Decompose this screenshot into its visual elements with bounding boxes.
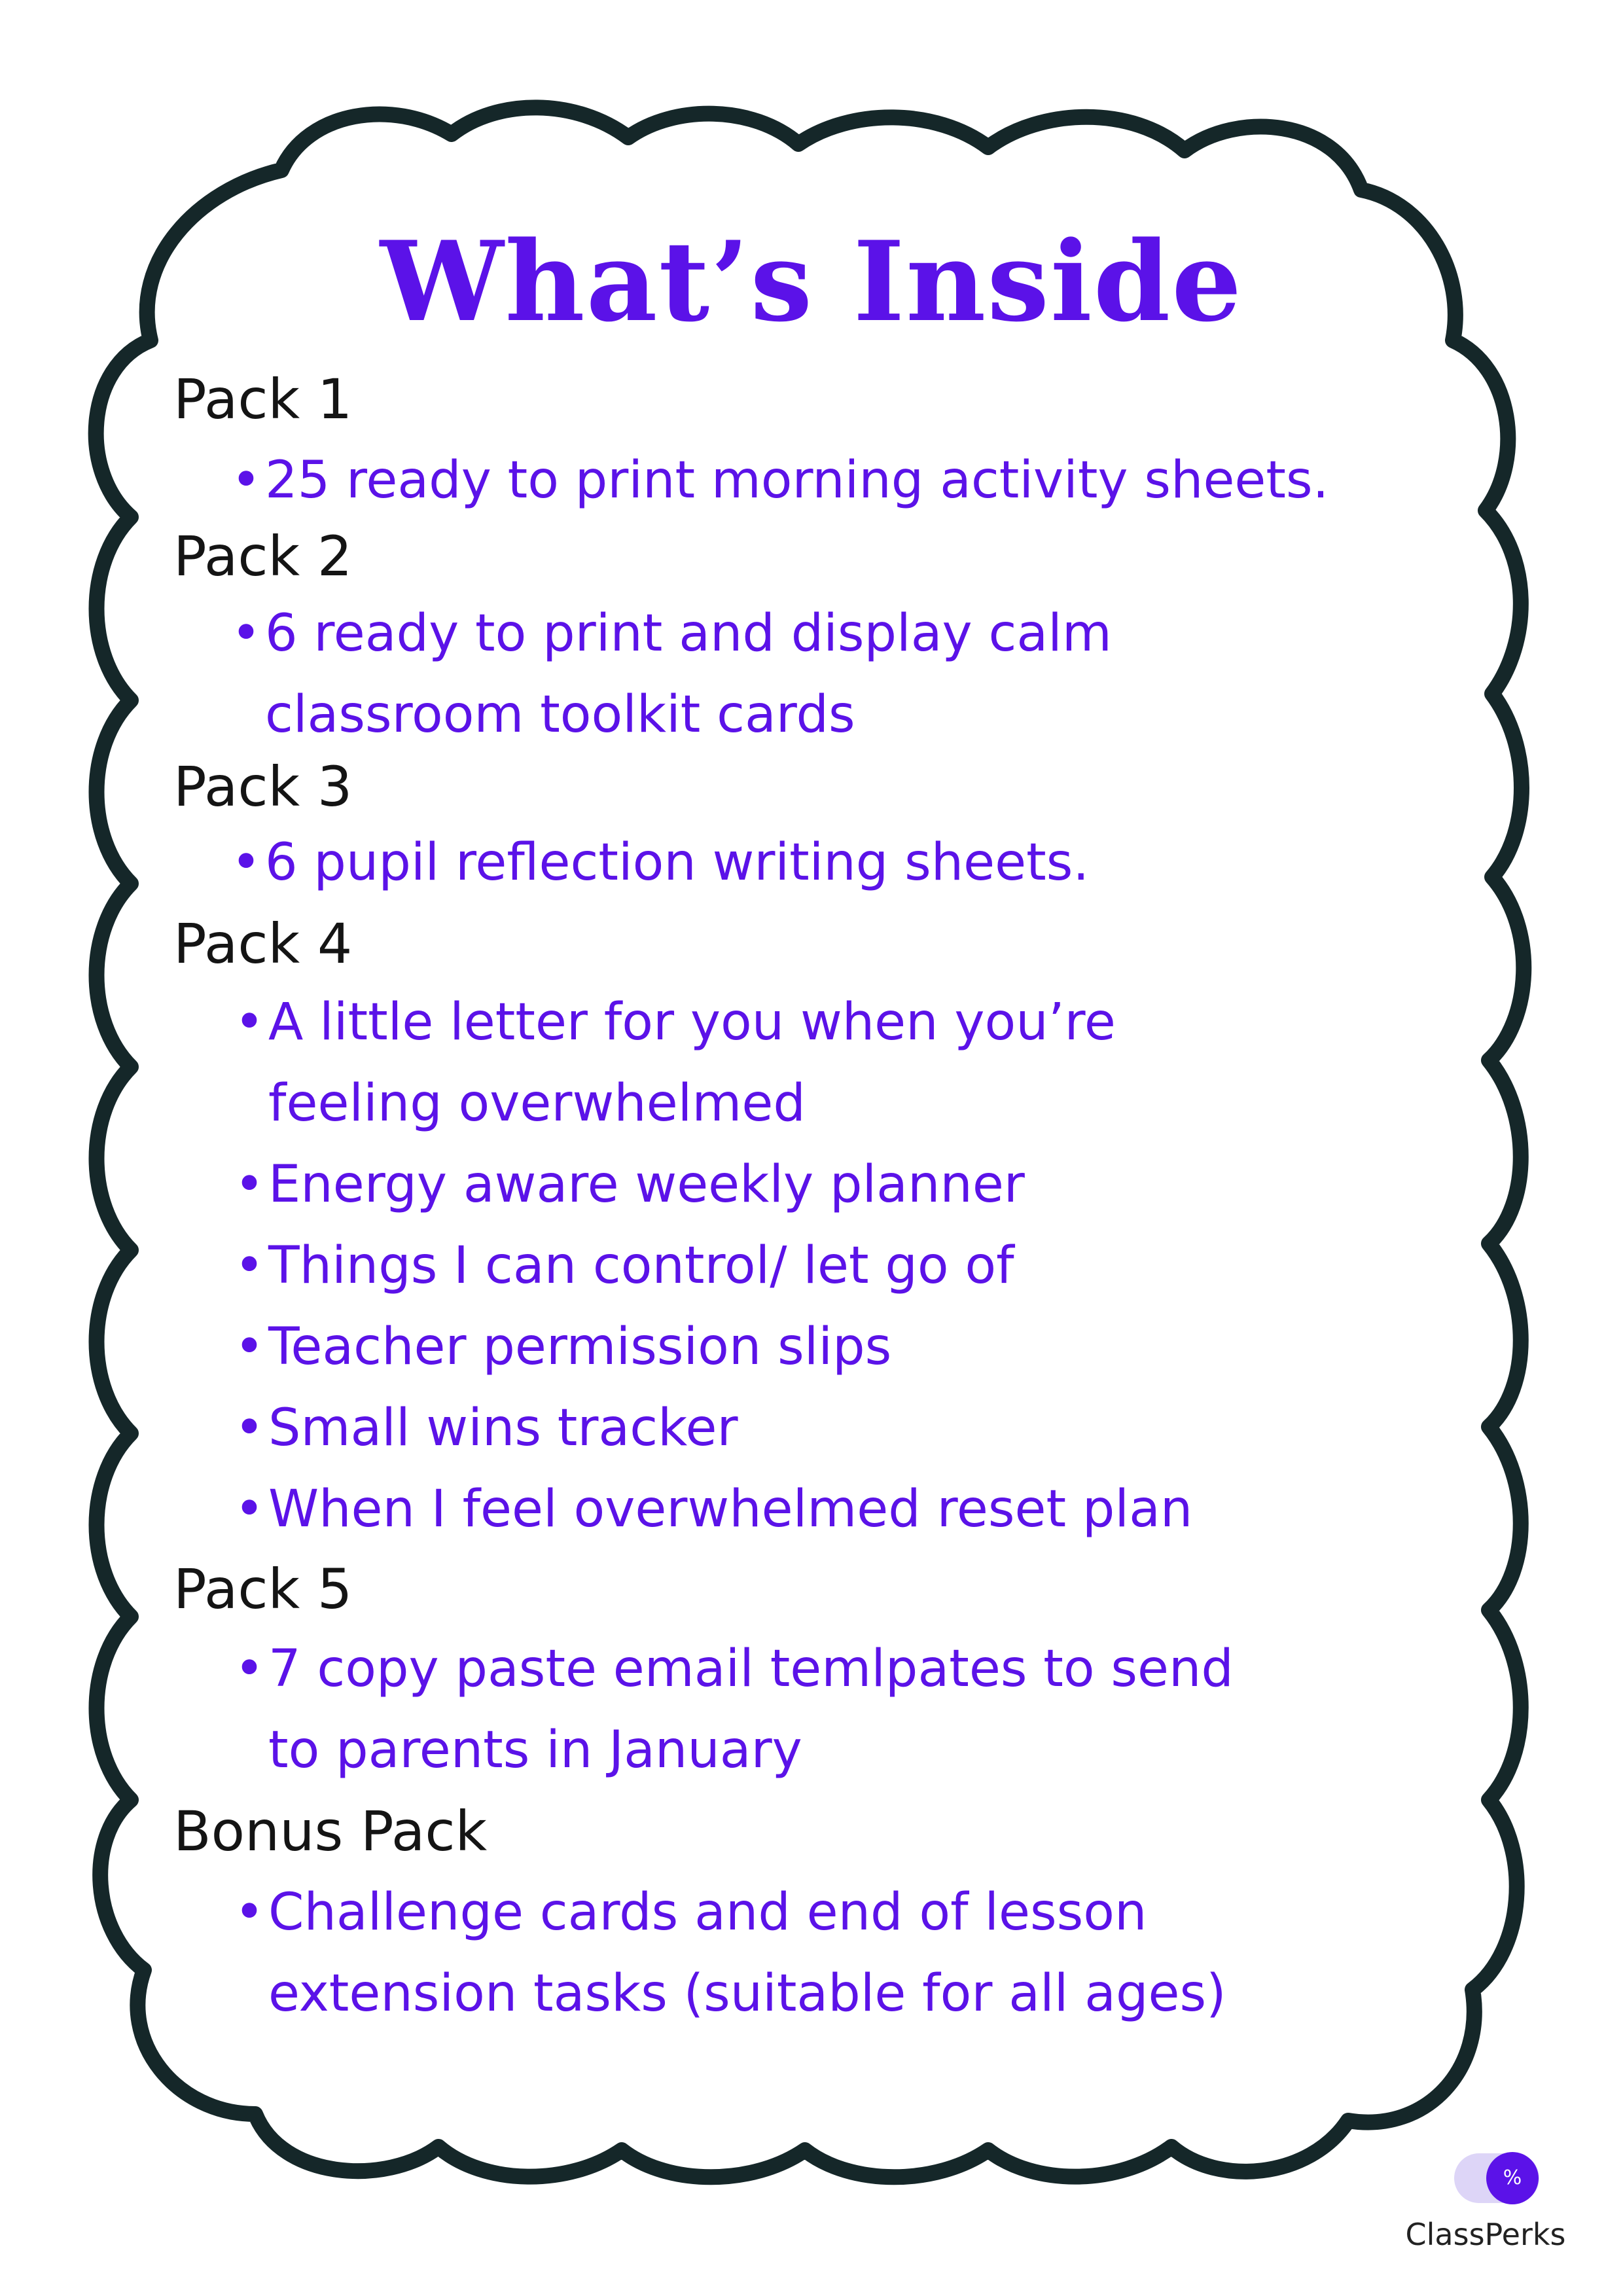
pack-4-item-3-line-1: Things I can control/ let go of (268, 1236, 1014, 1295)
pack-4-item-4-line-1: Teacher permission slips (268, 1318, 892, 1376)
bullet-icon: • (231, 833, 262, 892)
bullet-icon: • (234, 1883, 265, 1942)
pack-4-item-5-line-1: Small wins tracker (268, 1399, 738, 1458)
bonus-pack-item-1 (234, 1872, 1226, 2034)
pack-4-item-5 (234, 1388, 738, 1469)
pack-4-item-3 (234, 1225, 1014, 1306)
bullet-icon: • (234, 993, 265, 1052)
bonus-pack-item-1-line-2: extension tasks (suitable for all ages) (268, 1964, 1226, 2023)
pack-4-item-6-line-1: When I feel overwhelmed reset plan (268, 1480, 1193, 1539)
bullet-icon: • (234, 1318, 265, 1376)
bullet-icon: • (234, 1236, 265, 1295)
pack-4-item-1-line-2: feeling overwhelmed (268, 1074, 806, 1133)
pack-5-item-1-line-2: to parents in January (268, 1721, 802, 1780)
pack-4-item-4 (234, 1306, 892, 1388)
bullet-icon: • (231, 604, 262, 663)
pack-1-item-1 (231, 440, 1329, 521)
bullet-icon: • (234, 1399, 265, 1458)
pack-4-item-2-line-1: Energy aware weekly planner (268, 1155, 1025, 1214)
bonus-pack-heading: Bonus Pack (173, 1799, 488, 1863)
pack-5-item-1 (234, 1628, 1234, 1791)
pack-2-item-1-line-1: 6 ready to print and display calm (265, 604, 1112, 663)
pack-2-heading: Pack 2 (173, 524, 353, 588)
pack-1-heading: Pack 1 (173, 367, 353, 431)
bullet-icon: • (234, 1155, 265, 1214)
pack-2-item-1-line-2: classroom toolkit cards (265, 685, 855, 744)
pack-3-item-1-line-1: 6 pupil reflection writing sheets. (265, 833, 1090, 892)
percent-icon: % (1486, 2152, 1539, 2204)
bullet-icon: • (234, 1640, 265, 1698)
pack-4-item-2 (234, 1144, 1025, 1225)
pack-4-heading: Pack 4 (173, 912, 353, 976)
bullet-icon: • (234, 1480, 265, 1539)
pack-2-item-1 (231, 593, 1112, 755)
logo-text: ClassPerks (1405, 2217, 1566, 2252)
pack-5-item-1-line-1: 7 copy paste email temlpates to send (268, 1640, 1234, 1698)
pack-4-item-6 (234, 1469, 1193, 1550)
bullet-icon: • (231, 451, 262, 510)
page-title: What’s Inside (380, 217, 1243, 346)
pack-5-heading: Pack 5 (173, 1557, 353, 1621)
pack-1-item-1-line-1: 25 ready to print morning activity sheets. (265, 451, 1329, 510)
pack-3-heading: Pack 3 (173, 755, 353, 819)
bonus-pack-item-1-line-1: Challenge cards and end of lesson (268, 1883, 1147, 1942)
pack-4-item-1 (234, 982, 1116, 1144)
pack-3-item-1 (231, 822, 1090, 903)
pack-4-item-1-line-1: A little letter for you when you’re (268, 993, 1116, 1052)
